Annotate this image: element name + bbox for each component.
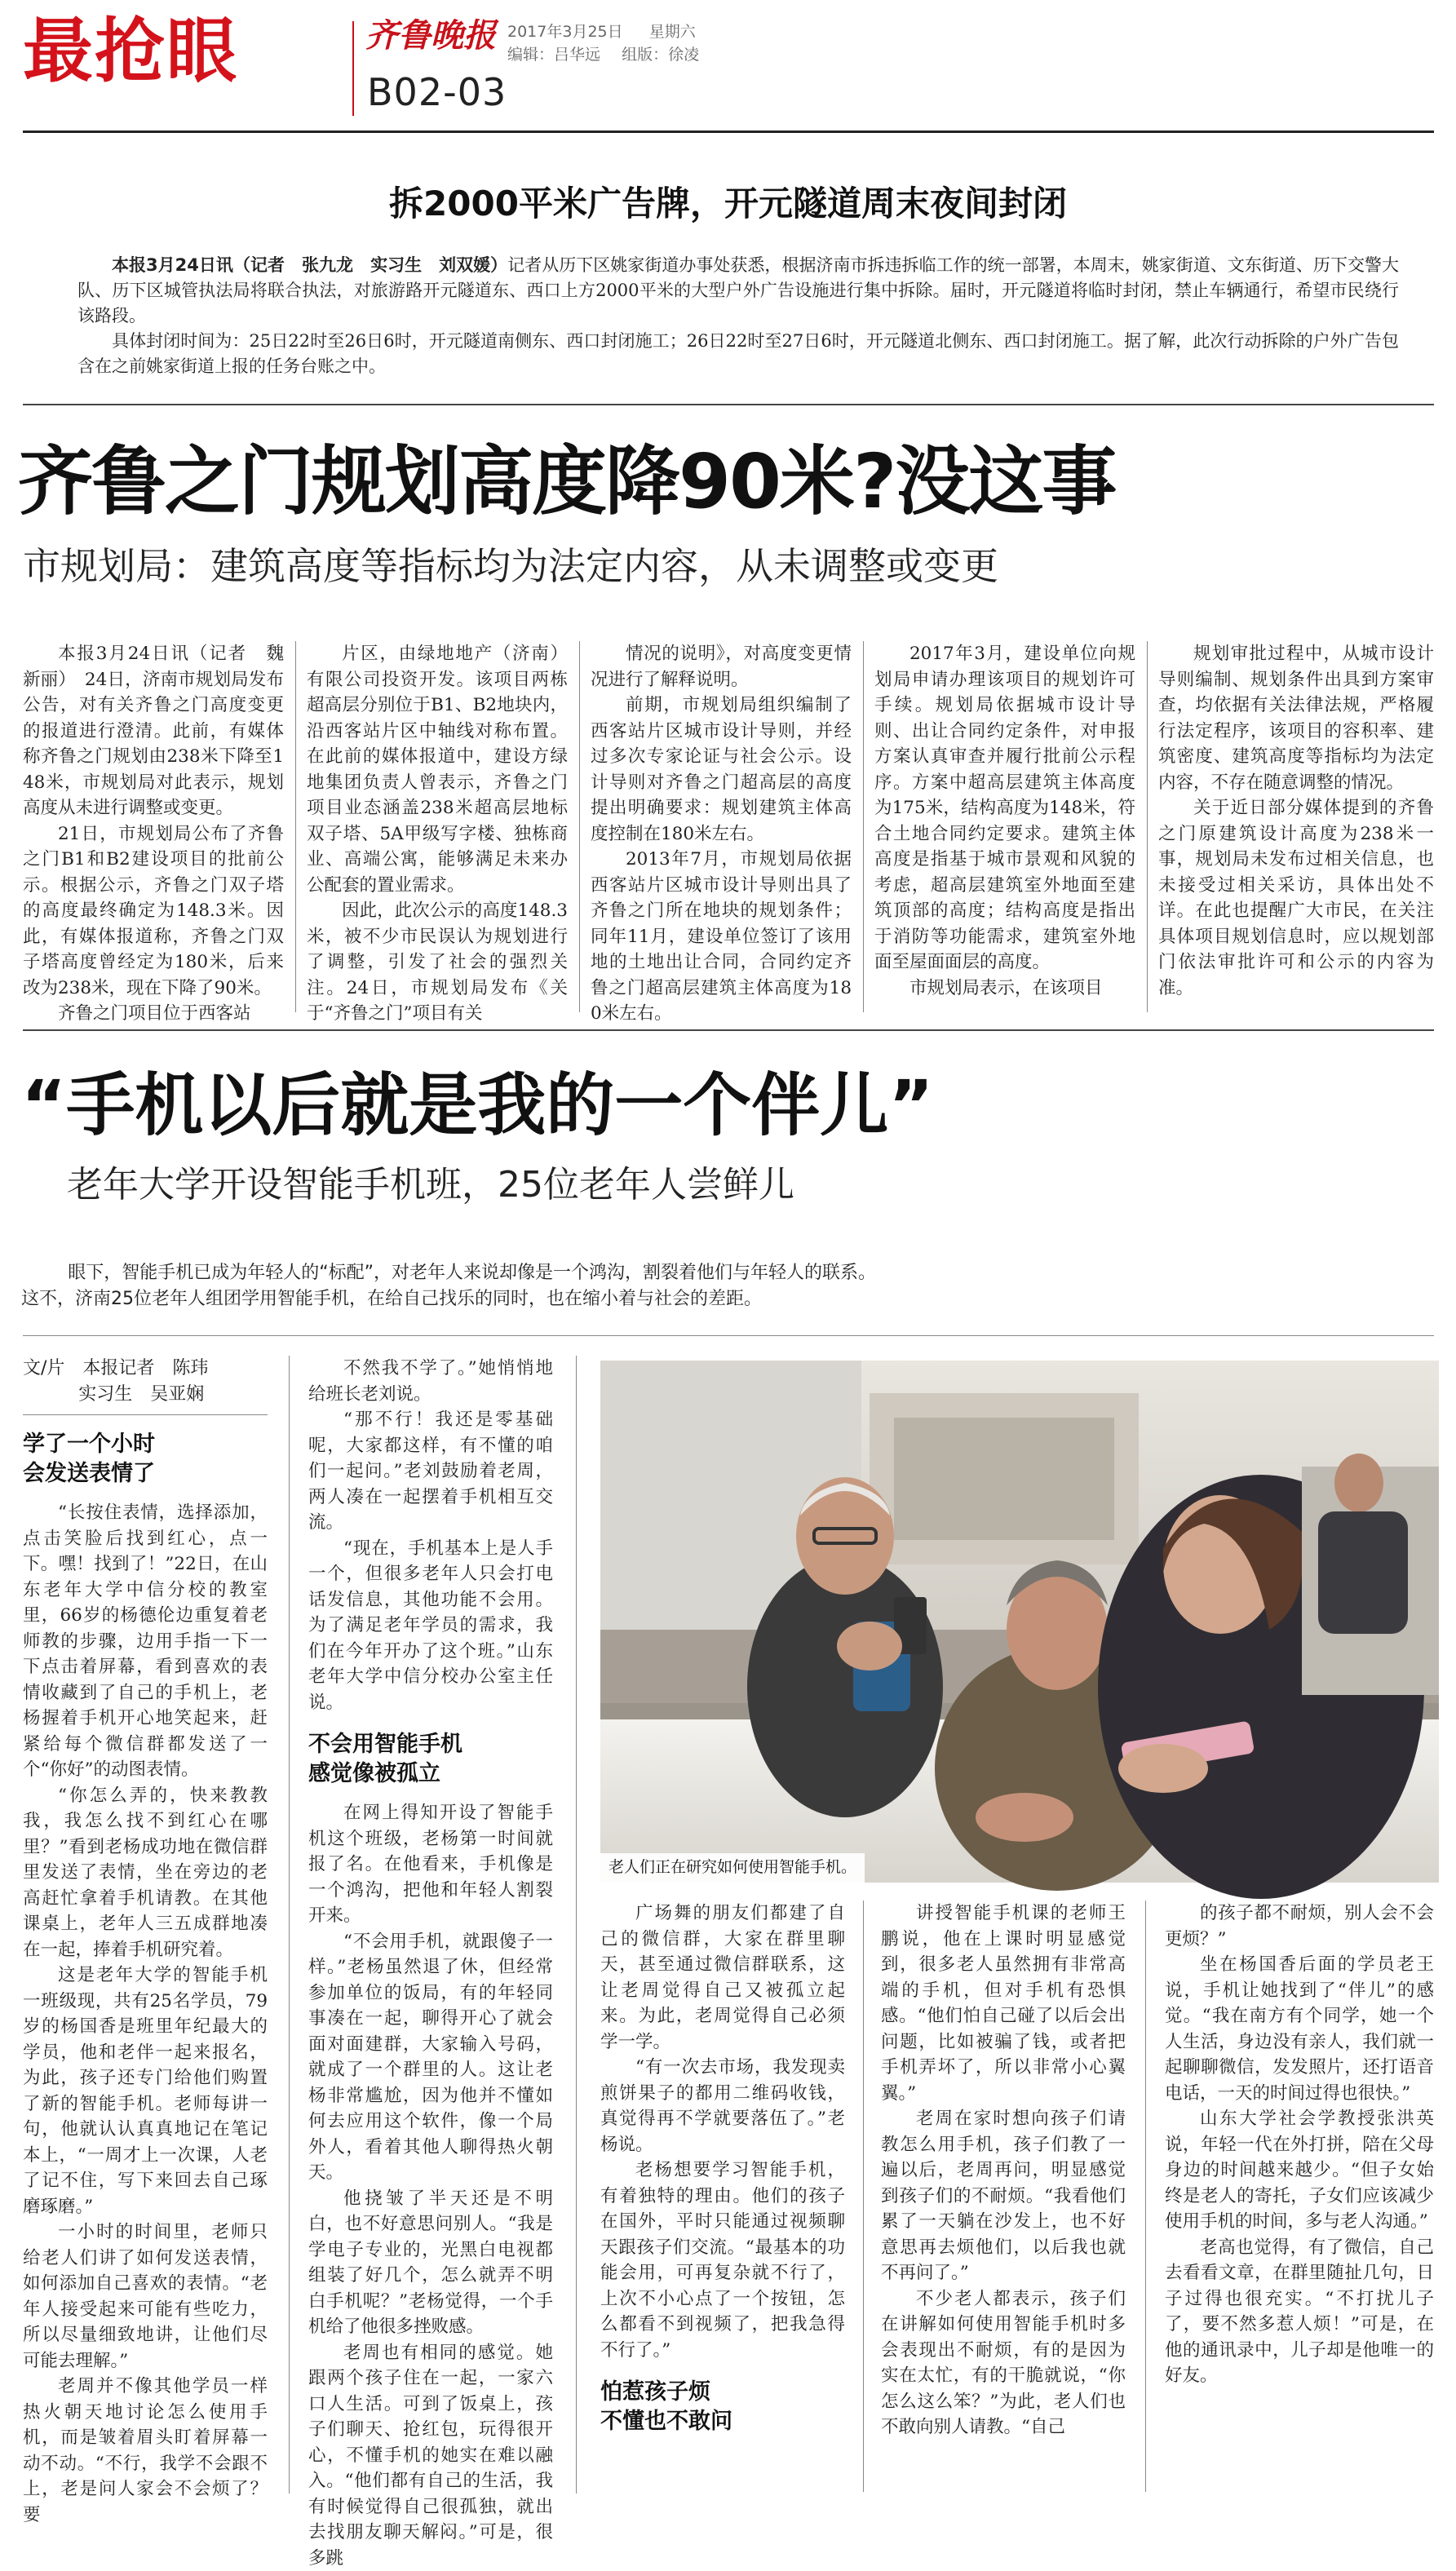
story1-paragraph-1: 记者从历下区姚家街道办事处获悉，根据济南市拆违拆临工作的统一部署，本周末，姚家街道、文东街道、历下交警大队、历下区城管执法局将联合执法，对旅游路开元隧道东、西口上方2000平米的大型户外广告设施进行集中拆除。届时，开元隧道将临时封闭，禁止车辆通行，希望市民绕行该路段。 <box>77 255 1399 325</box>
story3-paragraph: 山东大学社会学教授张洪英说，年轻一代在外打拼，陪在父母身边的时间越来越少。“但子女始终是老人的寄托，子女们应该减少使用手机的时间，多与老人沟通。” <box>1165 2106 1434 2235</box>
story3-column-4-body <box>881 1901 1126 2440</box>
masthead-bottom-rule <box>23 131 1434 133</box>
column-divider <box>295 641 296 1012</box>
story3-paragraph: 这是老年大学的智能手机一班级现，共有25名学员，79岁的杨国香是班里年纪最大的学员，他和老伴一起来报名，为此，孩子还专门给他们购置了新的智能手机。老师每讲一句，他就认认真真地记在笔记本上，“一周才上一次课，人老了记不住，写下来回去自己琢磨琢磨。” <box>23 1963 268 2219</box>
story2-paragraph: 21日，市规划局公布了齐鲁之门B1和B2建设项目的批前公示。根据公示，齐鲁之门双子塔的高度最终确定为148.3米。因此，有媒体报道称，齐鲁之门双子塔高度曾经定为180米，后来改为238米，现在下降了90米。 <box>23 821 284 1002</box>
page-code: B02-03 <box>367 69 507 116</box>
column-divider <box>289 1356 290 2494</box>
masthead <box>0 0 1456 122</box>
story2-paragraph: 片区，由绿地地产（济南）有限公司投资开发。该项目两栋超高层分别位于B1、B2地块内，沿西客站片区中轴线对称布置。在此前的媒体报道中，建设方绿地集团负责人曾表示，齐鲁之门项目业态涵盖238米超高层地标双子塔、5A甲级写字楼、独栋商业、高端公寓，能够满足未来办公配套的置业需求。 <box>307 641 568 898</box>
story3-paragraph: 不少老人都表示，孩子们在讲解如何使用智能手机时多会表现出不耐烦，有的是因为实在太忙，有的干脆就说，“你怎么这么笨？”为此，老人们也不敢向别人请教。“自己 <box>881 2286 1126 2440</box>
story2-paragraph: 市规划局表示，在该项目 <box>874 976 1135 1002</box>
story3-paragraph: 不然我不学了。”她悄悄地给班长老刘说。 <box>308 1356 553 1407</box>
story3-subhead-1: 学了一个小时 会发送表情了 <box>23 1430 268 1489</box>
story3-paragraph: 他挠皱了半天还是不明白，也不好意思问别人。“我是学电子专业的，光黑白电视都组装了好几个，怎么就弄不明白手机呢？”老杨觉得，一个手机给了他很多挫败感。 <box>308 2186 553 2340</box>
issue-date <box>507 21 696 42</box>
story2-paragraph: 因此，此次公示的高度148.3米，被不少市民误认为规划进行了调整，引发了社会的强烈关注。24日，市规划局发布《关于“齐鲁之门”项目有关 <box>307 898 568 1027</box>
story2-bottom-rule <box>23 1029 1434 1031</box>
story3-paragraph: 讲授智能手机课的老师王鹏说，他在上课时明显感觉到，很多老人虽然拥有非常高端的手机，但对手机有恐惧感。“他们怕自己碰了以后会出问题，比如被骗了钱，或者把手机弄坏了，所以非常小心翼翼。” <box>881 1901 1126 2106</box>
elderly-students-photo <box>600 1361 1439 1883</box>
story2-paragraph: 齐鲁之门项目位于西客站 <box>23 1001 284 1027</box>
story3-paragraph: 老高也觉得，有了微信，自己去看看文章，在群里随扯几句，日子过得也很充实。“不打扰儿子了，要不然多惹人烦！”可是，在他的通讯录中，儿子却是他唯一的好友。 <box>1165 2235 1434 2389</box>
story2-paragraph: 情况的说明》，对高度变更情况进行了解释说明。 <box>591 641 852 693</box>
story1-byline: 本报3月24日讯（记者 张九龙 实习生 刘双媛） <box>77 255 507 275</box>
story3-paragraph: 广场舞的朋友们都建了自己的微信群，大家在群里聊天，甚至通过微信群联系，这让老周觉得自己又被孤立起来。为此，老周觉得自己必须学一学。 <box>600 1901 845 2055</box>
story3-column-5-body <box>1165 1901 1434 2389</box>
story2-column-2 <box>307 641 568 1016</box>
story3-byline-2: 实习生 吴亚娴 <box>23 1382 268 1408</box>
story3-paragraph: 老周并不像其他学员一样热火朝天地讨论怎么使用手机，而是皱着眉头盯着屏幕一动不动。“不行，我学不会跟不上，老是问人家会不会烦了？要 <box>23 2374 268 2528</box>
story2-paragraph: 2013年7月，市规划局依据西客站片区城市设计导则出具了齐鲁之门所在地块的规划条件；同年11月，建设单位签订了该用地的土地出让合同，合同约定齐鲁之门超高层建筑主体高度为180米左右。 <box>591 847 852 1027</box>
story1-body <box>77 253 1399 379</box>
story3-byline-1: 文/片 本报记者 陈玮 <box>23 1356 268 1382</box>
story3-paragraph: “有一次去市场，我发现卖煎饼果子的都用二维码收钱，真觉得再不学就要落伍了。”老杨说。 <box>600 2055 845 2157</box>
story2-paragraph: 关于近日部分媒体提到的齐鲁之门原建筑设计高度为238米一事，规划局未发布过相关信息，也未接受过相关采访，具体出处不详。在此也提醒广大市民，在关注具体项目规划信息时，应以规划部门依法审批许可和公示的内容为准。 <box>1158 795 1434 1001</box>
story3-column-4 <box>881 1901 1126 2496</box>
story3-subhead-3: 怕惹孩子烦 不懂也不敢问 <box>600 2378 845 2436</box>
editor-info <box>507 44 699 65</box>
story2-paragraph: 2017年3月，建设单位向规划局申请办理该项目的规划许可手续。规划局依据城市设计导则、出让合同约定条件，对申报方案认真审查并履行批前公示程序。方案中超高层建筑主体高度为175米，结构高度为148米，符合土地合同约定要求。建筑主体高度是指基于城市景观和风貌的考虑，超高层建筑室外地面至建筑顶部的高度；结构高度是指出于消防等功能需求，建筑室外地面至屋面面层的高度。 <box>874 641 1135 976</box>
news-photo <box>600 1361 1439 1883</box>
story3-subheadline: 老年大学开设智能手机班，25位老年人尝鲜儿 <box>67 1162 1209 1208</box>
story3-paragraph: 老周也有相同的感觉。她跟两个孩子住在一起，一家六口人生活。可到了饭桌上，孩子们聊天、抢红包，玩得很开心，不懂手机的她实在难以融入。“他们都有自己的生活，我有时候觉得自己很孤独，就出去找朋友聊天解闷。”可是，很多跳 <box>308 2340 553 2571</box>
story3-paragraph: “那不行！我还是零基础呢，大家都这样，有不懂的咱们一起问。”老刘鼓励着老周，两人凑在一起摆着手机相互交流。 <box>308 1407 553 1536</box>
story3-paragraph: 的孩子都不耐烦，别人会不会更烦？” <box>1165 1901 1434 1952</box>
story2-paragraph: 前期，市规划局组织编制了西客站片区城市设计导则，并经过多次专家论证与社会公示。设计导则对齐鲁之门超高层的高度提出明确要求：规划建筑主体高度控制在180米左右。 <box>591 693 852 847</box>
photo-caption: 老人们正在研究如何使用智能手机。 <box>600 1853 865 1883</box>
column-divider <box>1147 641 1148 1012</box>
story3-paragraph: “现在，手机基本上是人手一个，但很多老年人只会打电话发信息，其他功能不会用。为了满足老年学员的需求，我们在今年开办了这个班。”山东老年大学中信分校办公室主任说。 <box>308 1536 553 1716</box>
story2-subheadline: 市规划局：建筑高度等指标均为法定内容，从未调整或变更 <box>23 542 1410 591</box>
story3-paragraph: “不会用手机，就跟傻子一样。”老杨虽然退了休，但经常参加单位的饭局，有的年轻同事凑在一起，聊得开心了就会面对面建群，大家输入号码，就成了一个群里的人。这让老杨非常尴尬，因为他并不懂如何去应用这个软件，像一个局外人，看着其他人聊得热火朝天。 <box>308 1929 553 2186</box>
masthead-divider <box>352 21 354 116</box>
story1-bottom-rule <box>23 404 1434 405</box>
story1-paragraph-2: 具体封闭时间为：25日22时至26日6时，开元隧道南侧东、西口封闭施工；26日22时至27日6时，开元隧道北侧东、西口封闭施工。据了解，此次行动拆除的户外广告包含在之前姚家街道上报的任务台账之中。 <box>77 329 1399 379</box>
story3-paragraph: 老周在家时想向孩子们请教怎么用手机，孩子们教了一遍以后，老周再问，明显感觉到孩子们的不耐烦。“我看他们累了一天躺在沙发上，也不好意思再去烦他们，以后我也就不再问了。” <box>881 2106 1126 2286</box>
story3-column-2-body-b <box>308 1800 553 2571</box>
story2-paragraph: 规划审批过程中，从城市设计导则编制、规划条件出具到方案审查，均依据有关法律法规，严格履行法定程序，该项目的容积率、建筑密度、建筑高度等指标均为法定内容，不存在随意调整的情况。 <box>1158 641 1434 795</box>
story3-column-2 <box>308 1356 553 2498</box>
story3-headline: “手机以后就是我的一个伴儿” <box>21 1064 1163 1146</box>
column-divider <box>576 1356 577 2494</box>
column-divider <box>863 641 864 1012</box>
weekday-text: 星期六 <box>649 23 696 41</box>
story2-column-1 <box>23 641 284 1016</box>
story3-column-3 <box>600 1901 845 2496</box>
story3-column-3-body <box>600 1901 845 2363</box>
story3-paragraph: 一小时的时间里，老师只给老人们讲了如何发送表情，如何添加自己喜欢的表情。“老年人接受起来可能有些吃力，所以尽量细致地讲，让他们尽可能去理解。” <box>23 2219 268 2374</box>
section-title: 最抢眼 <box>23 7 238 96</box>
column-divider <box>1145 1901 1146 2492</box>
column-divider <box>579 641 580 1012</box>
layout-editor-text: 组版：徐凌 <box>622 46 699 64</box>
story3-column-5 <box>1165 1901 1434 2496</box>
column-divider <box>863 1901 864 2492</box>
story2-headline: 齐鲁之门规划高度降90米?没这事 <box>18 437 1454 527</box>
story2-column-5 <box>1158 641 1434 1016</box>
date-text: 2017年3月25日 <box>507 23 623 41</box>
story3-subhead-2: 不会用智能手机 感觉像被孤立 <box>308 1730 553 1789</box>
story3-paragraph: 坐在杨国香后面的学员老王说，手机让她找到了“伴儿”的感觉。“我在南方有个同学，她一个人生活，身边没有亲人，我们就一起聊聊微信，发发照片，还打语音电话，一天的时间过得也很快。” <box>1165 1952 1434 2106</box>
paper-logo: 齐鲁晚报 <box>365 16 496 55</box>
story3-lead-rule <box>23 1335 1434 1336</box>
story2-paragraph: 本报3月24日讯（记者 魏新丽） 24日，济南市规划局发布公告，对有关齐鲁之门高度变更的报道进行澄清。此前，有媒体称齐鲁之门规划由238米下降至148米，市规划局对此表示，规划高度从未进行调整或变更。 <box>23 641 284 821</box>
story3-paragraph: 在网上得知开设了智能手机这个班级，老杨第一时间就报了名。在他看来，手机像是一个鸿沟，把他和年轻人割裂开来。 <box>308 1800 553 1929</box>
story3-paragraph: “你怎么弄的，快来教教我，我怎么找不到红心在哪里？”看到老杨成功地在微信群里发送了表情，坐在旁边的老高赶忙拿着手机请教。在其他课桌上，老年人三五成群地凑在一起，捧着手机研究着。 <box>23 1783 268 1963</box>
story2-column-4 <box>874 641 1135 1016</box>
story3-column-1-body <box>23 1500 268 2528</box>
story3-column-2-body-a <box>308 1356 553 1715</box>
story1-headline: 拆2000平米广告牌，开元隧道周末夜间封闭 <box>0 181 1456 227</box>
story2-column-3 <box>591 641 852 1016</box>
story3-paragraph: “长按住表情，选择添加，点击笑脸后找到红心，点一下。嘿！找到了！”22日，在山东老年大学中信分校的教室里，66岁的杨德伦边重复着老师教的步骤，边用手指一下一下点击着屏幕，看到喜欢的表情收藏到了自己的手机上，老杨握着手机开心地笑起来，赶紧给每个微信群都发送了一个“你好”的动图表情。 <box>23 1500 268 1783</box>
story3-paragraph: 老杨想要学习智能手机，有着独特的理由。他们的孩子在国外，平时只能通过视频聊天跟孩子们交流。“最基本的功能会用，可再复杂就不行了，上次不小心点了一个按钮，怎么都看不到视频了，把我急得不行了。” <box>600 2157 845 2363</box>
editor-text: 编辑：吕华远 <box>507 46 600 64</box>
story3-column-1 <box>23 1356 268 2498</box>
story3-lead: 眼下，智能手机已成为年轻人的“标配”，对老年人来说却像是一个鸿沟，割裂着他们与年轻人的联系。这不，济南25位老年人组团学用智能手机，在给自己找乐的同时，也在缩小着与社会的差距。 <box>21 1260 878 1312</box>
